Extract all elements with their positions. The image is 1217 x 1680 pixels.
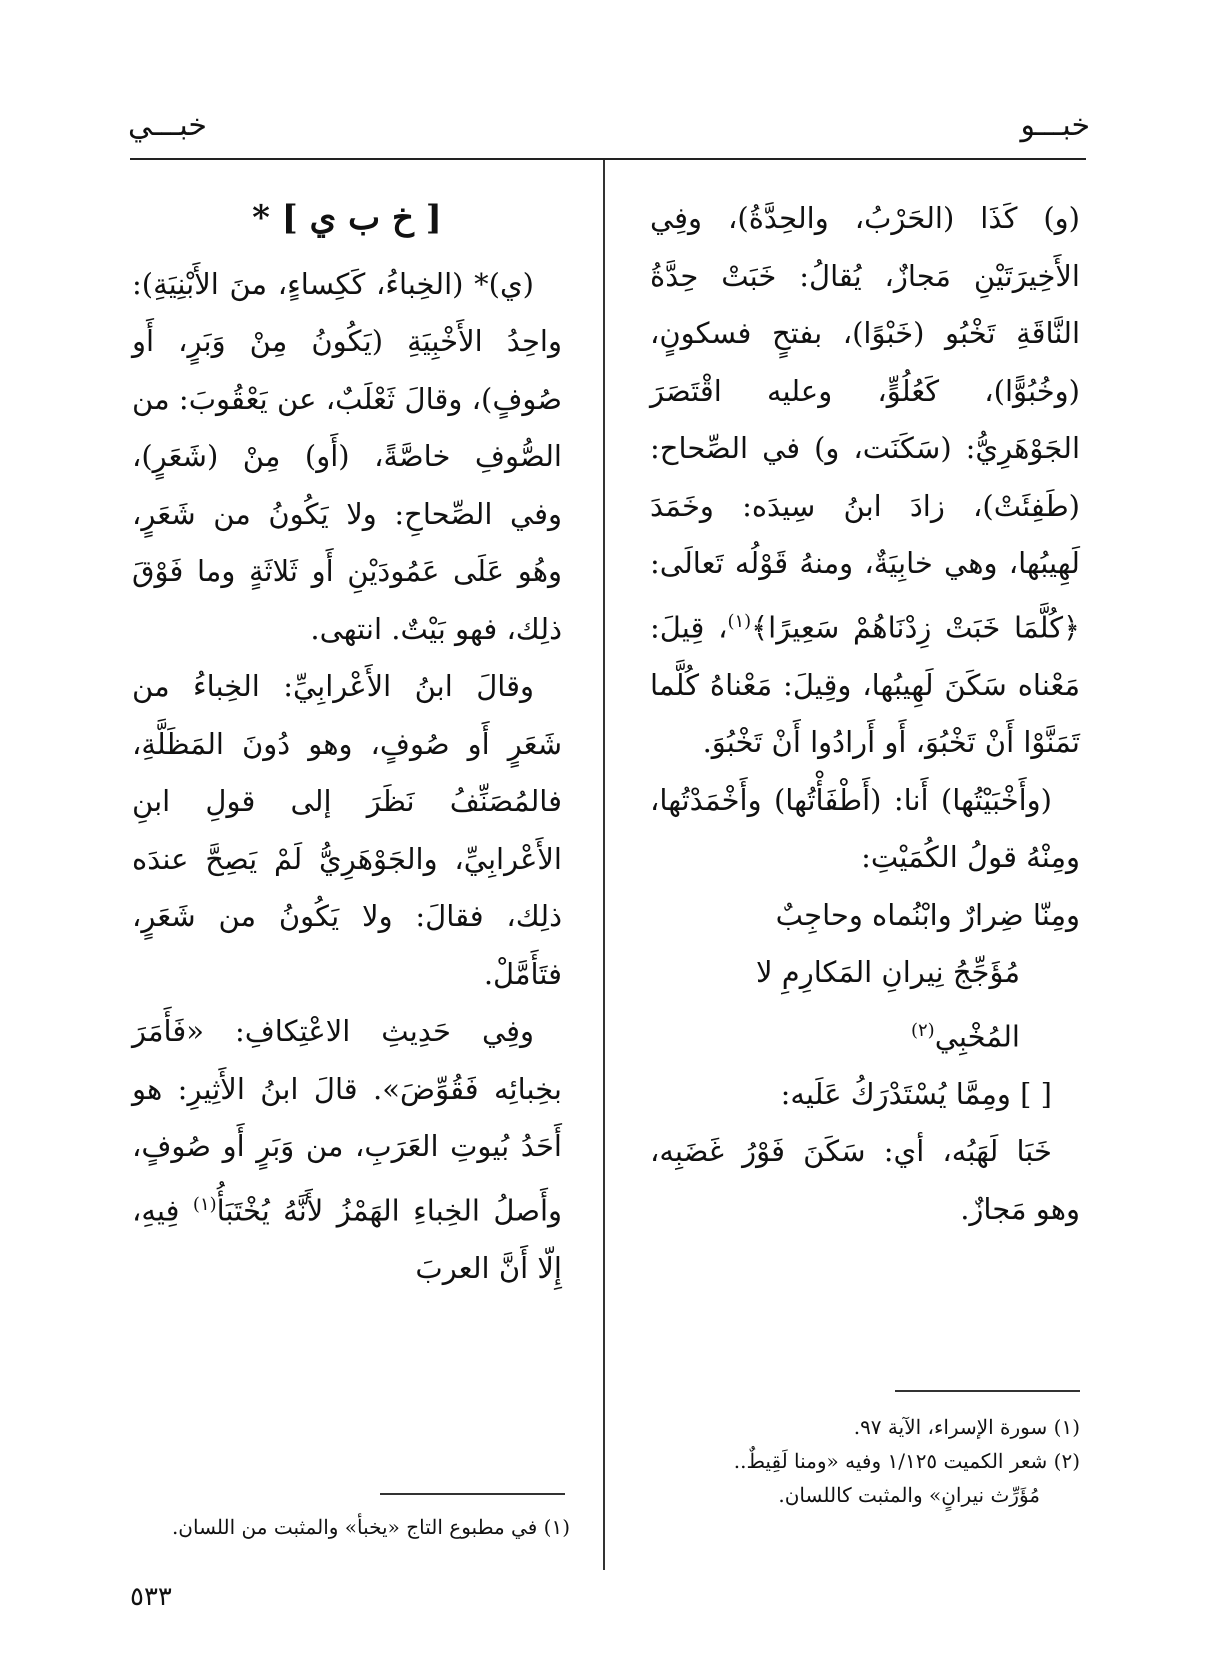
footnote-rule-right <box>895 1390 1080 1392</box>
footnote-ref: (١) <box>192 1193 217 1215</box>
column-divider <box>603 160 605 1570</box>
entry-paragraph-3: خَبَا لَهَبُه، أي: سَكَنَ فَوْرُ غَضَبِه، وهو مَجازٌ. <box>650 1134 1080 1226</box>
footnote-1: (١) في مطبوع التاج «يخبأ» والمثبت من اللسان. <box>171 1515 570 1539</box>
right-column <box>650 190 1080 1238</box>
left-column <box>132 190 562 1297</box>
footnotes-right <box>640 1410 1080 1512</box>
running-head-left: خبـــي <box>128 108 207 143</box>
entry-paragraph-1 <box>650 190 1080 772</box>
header-rule <box>130 158 1086 160</box>
footnote-ref: (١) <box>727 610 752 632</box>
entry-text: ، قِيلَ: مَعْناه سَكَنَ لَهِيبُها، وقِيلَ: مَعْناهُ كُلَّما تَمَنَّوْا أَنْ تَخْبُوَ، أَو أَرادُوا أَنْ تَخْبُوَ. <box>650 610 1080 760</box>
footnote-rule-left <box>380 1493 565 1495</box>
footnote-2: (٢) شعر الكميت ١/١٢٥ وفيه «ومنا لَقِيطٌ.. <box>733 1449 1080 1473</box>
entry-text: فِيهِ، إِلّا أَنَّ العربَ <box>132 1193 562 1285</box>
mustadrak-note: [ ] ومِمَّا يُسْتَدْرَكُ عَلَيه: <box>780 1076 1052 1111</box>
entry-text: (و) كَذَا (الحَرْبُ، والحِدَّةُ)، وفِي الأَخِيرَتَيْنِ مَجازٌ، يُقالُ: خَبَتْ حِدَّةُ النَّاقَةِ تَخْبُو (خَبْوًا)، بفتحٍ فسكونٍ، (وخُبُوًّا)، كَعُلُوٍّ، وعليه اقْتَصَرَ الجَوْهَرِيُّ: (سَكَنَت، و) في الصِّحاح: (طَفِئَتْ)، زادَ ابنُ سِيدَه: وخَمَدَ لَهِيبُها، وهي خابِيَةٌ، ومنهُ قَوْلُه تَعالَى: ﴿كُلَّمَا خَبَتْ زِدْنَاهُمْ سَعِيرًا﴾ <box>650 201 1080 645</box>
footnotes-left <box>130 1510 570 1544</box>
entry-paragraph-2: (وأَخْبَيْتُها) أَنا: (أَطْفَأْتُها) وأَخْمَدْتُها، ومِنْهُ قولُ الكُمَيْتِ: <box>650 782 1080 875</box>
footnote-1: (١) سورة الإسراء، الآية ٩٧. <box>853 1415 1080 1439</box>
footnote-2-continued: مُؤَرِّث نيرانٍ» والمثبت كاللسان. <box>778 1483 1040 1507</box>
footnote-ref: (٢) <box>910 1019 935 1041</box>
entry-text: وفِي حَدِيثِ الاعْتِكافِ: «فَأَمَرَ بخِبائِه فَقُوِّضَ». قالَ ابنُ الأَثِيرِ: هو أَحَدُ بُيوتِ العَرَبِ، من وَبَرٍ أَو صُوفٍ، وأَصلُ الخِباءِ الهَمْزُ لأَنَّهُ يُخْتَبَأُ <box>132 1014 563 1228</box>
verse-text: مُؤَجِّجُ نِيرانِ المَكارِمِ لا المُخْبِي <box>755 955 1020 1054</box>
entry-paragraph-2: وقالَ ابنُ الأَعْرابِيِّ: الخِباءُ من شَعَرٍ أَو صُوفٍ، وهو دُونَ المَظَلَّةِ، فالمُصَنِّفُ نَظَرَ إلى قولِ ابنِ الأَعْرابِيِّ، والجَوْهَرِيُّ لَمْ يَصِحَّ عندَه ذلِك، فقالَ: ولا يَكُونُ من شَعَرٍ، فتَأَمَّلْ. <box>132 669 562 991</box>
page-number: ٥٣٣ <box>130 1582 172 1612</box>
running-head-right: خبـــو <box>1020 108 1090 143</box>
verse-line-1: ومِنّا ضِرارٌ وابْنُماه وحاجِبٌ <box>775 897 1080 932</box>
root-heading: [ خ ب ي ] * <box>252 198 442 238</box>
entry-paragraph-1: (ي)* (الخِباءُ، كَكِساءٍ، منَ الأَبْنِيَةِ): واحِدُ الأَخْبِيَةِ (يَكُونُ مِنْ وَبَرٍ، أَو صُوفٍ)، وقالَ ثَعْلَبٌ، عن يَعْقُوبَ: من الصُّوفِ خاصَّةً، (أَو) مِنْ (شَعَرٍ)، وفي الصِّحاحِ: ولا يَكُونُ من شَعَرٍ، وهُو عَلَى عَمُودَيْنِ أَو ثَلاثَةٍ وما فَوْقَ ذلِك، فهو بَيْتٌ. انتهى. <box>132 266 562 646</box>
verse-line-2 <box>650 944 1080 1066</box>
entry-paragraph-3 <box>132 1003 562 1297</box>
